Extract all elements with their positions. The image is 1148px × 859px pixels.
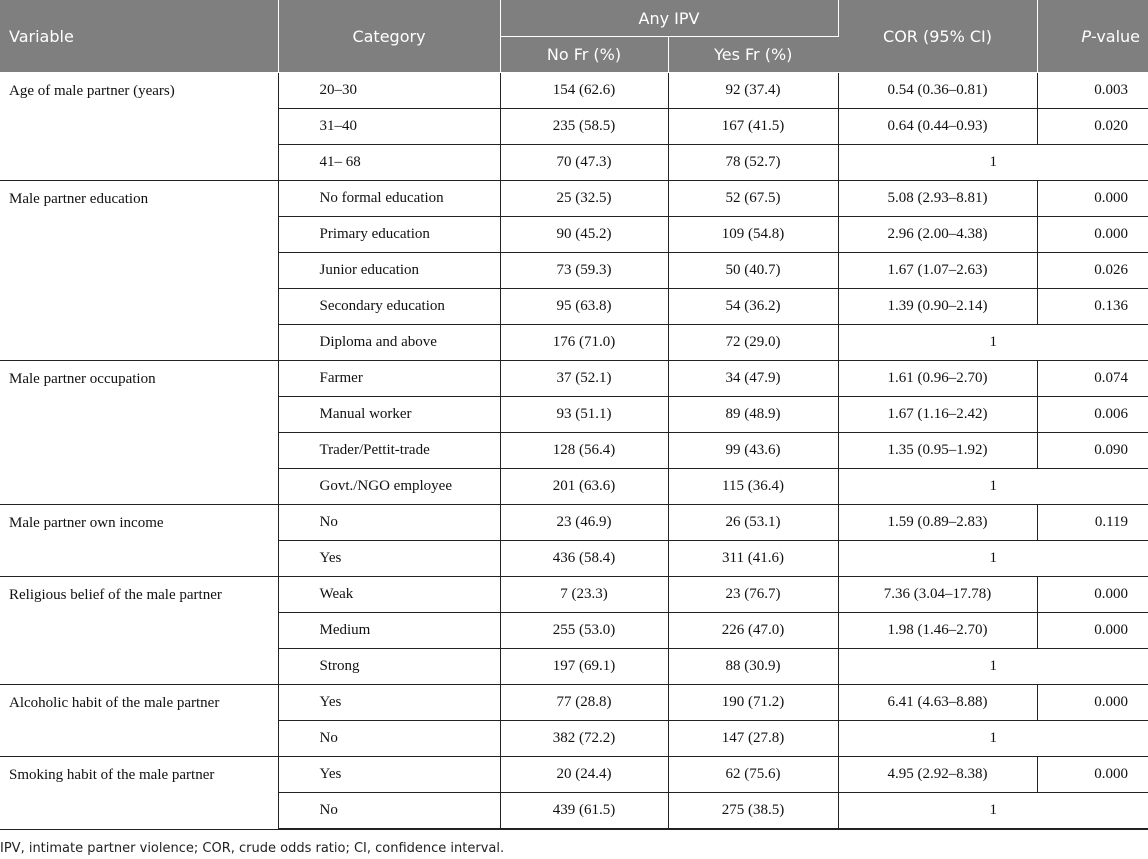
pvalue-cell: 0.000 (1037, 757, 1148, 793)
no-fr-cell: 436 (58.4) (500, 541, 668, 577)
no-fr-cell: 20 (24.4) (500, 757, 668, 793)
pvalue-cell: 0.090 (1037, 433, 1148, 469)
table-footnote: IPV, intimate partner violence; COR, crude odds ratio; CI, confidence interval. (0, 841, 505, 856)
header-pvalue-italic: P (1081, 26, 1091, 46)
category-cell: No formal education (278, 181, 500, 217)
category-cell: No (278, 793, 500, 830)
yes-fr-cell: 99 (43.6) (668, 433, 838, 469)
variable-cell: Alcoholic habit of the male partner (0, 685, 278, 757)
no-fr-cell: 73 (59.3) (500, 253, 668, 289)
category-cell: Yes (278, 685, 500, 721)
variable-cell: Male partner education (0, 181, 278, 361)
category-cell: Primary education (278, 217, 500, 253)
variable-cell: Male partner occupation (0, 361, 278, 505)
no-fr-cell: 23 (46.9) (500, 505, 668, 541)
cor-cell: 1.98 (1.46–2.70) (838, 613, 1037, 649)
table-row (0, 505, 1148, 541)
no-fr-cell: 95 (63.8) (500, 289, 668, 325)
header-variable: Variable (0, 0, 278, 73)
table-row (0, 577, 1148, 613)
yes-fr-cell: 52 (67.5) (668, 181, 838, 217)
table-body (0, 73, 1148, 830)
pvalue-cell: 0.006 (1037, 397, 1148, 433)
category-cell: Diploma and above (278, 325, 500, 361)
header-pvalue (1037, 0, 1148, 73)
variable-cell: Religious belief of the male partner (0, 577, 278, 685)
yes-fr-cell: 115 (36.4) (668, 469, 838, 505)
reference-cell: 1 (838, 541, 1148, 577)
yes-fr-cell: 54 (36.2) (668, 289, 838, 325)
reference-cell: 1 (838, 325, 1148, 361)
header-cor: COR (95% CI) (838, 0, 1037, 73)
no-fr-cell: 77 (28.8) (500, 685, 668, 721)
no-fr-cell: 439 (61.5) (500, 793, 668, 830)
category-cell: No (278, 505, 500, 541)
no-fr-cell: 25 (32.5) (500, 181, 668, 217)
pvalue-cell: 0.026 (1037, 253, 1148, 289)
no-fr-cell: 197 (69.1) (500, 649, 668, 685)
category-cell: Trader/Pettit-trade (278, 433, 500, 469)
cor-cell: 1.35 (0.95–1.92) (838, 433, 1037, 469)
category-cell: No (278, 721, 500, 757)
header-no-fr: No Fr (%) (500, 37, 668, 73)
pvalue-cell: 0.074 (1037, 361, 1148, 397)
no-fr-cell: 154 (62.6) (500, 73, 668, 109)
category-cell: 31–40 (278, 109, 500, 145)
no-fr-cell: 235 (58.5) (500, 109, 668, 145)
cor-cell: 1.61 (0.96–2.70) (838, 361, 1037, 397)
no-fr-cell: 255 (53.0) (500, 613, 668, 649)
category-cell: Medium (278, 613, 500, 649)
cor-cell: 1.67 (1.07–2.63) (838, 253, 1037, 289)
no-fr-cell: 382 (72.2) (500, 721, 668, 757)
no-fr-cell: 128 (56.4) (500, 433, 668, 469)
no-fr-cell: 90 (45.2) (500, 217, 668, 253)
category-cell: Secondary education (278, 289, 500, 325)
pvalue-cell: 0.000 (1037, 577, 1148, 613)
cor-cell: 0.64 (0.44–0.93) (838, 109, 1037, 145)
header-pvalue-rest: -value (1090, 26, 1141, 46)
pvalue-cell: 0.020 (1037, 109, 1148, 145)
header-yes-fr: Yes Fr (%) (668, 37, 838, 73)
category-cell: Yes (278, 757, 500, 793)
yes-fr-cell: 23 (76.7) (668, 577, 838, 613)
no-fr-cell: 70 (47.3) (500, 145, 668, 181)
pvalue-cell: 0.000 (1037, 217, 1148, 253)
category-cell: Govt./NGO employee (278, 469, 500, 505)
yes-fr-cell: 50 (40.7) (668, 253, 838, 289)
yes-fr-cell: 275 (38.5) (668, 793, 838, 830)
category-cell: 20–30 (278, 73, 500, 109)
variable-cell: Male partner own income (0, 505, 278, 577)
table-row (0, 757, 1148, 793)
reference-cell: 1 (838, 793, 1148, 830)
variable-cell: Age of male partner (years) (0, 73, 278, 181)
cor-cell: 2.96 (2.00–4.38) (838, 217, 1037, 253)
category-cell: Farmer (278, 361, 500, 397)
yes-fr-cell: 89 (48.9) (668, 397, 838, 433)
reference-cell: 1 (838, 145, 1148, 181)
variable-cell: Smoking habit of the male partner (0, 757, 278, 830)
table-row (0, 181, 1148, 217)
category-cell: Weak (278, 577, 500, 613)
pvalue-cell: 0.000 (1037, 613, 1148, 649)
pvalue-cell: 0.136 (1037, 289, 1148, 325)
table-row (0, 361, 1148, 397)
yes-fr-cell: 78 (52.7) (668, 145, 838, 181)
cor-cell: 0.54 (0.36–0.81) (838, 73, 1037, 109)
yes-fr-cell: 190 (71.2) (668, 685, 838, 721)
cor-cell: 6.41 (4.63–8.88) (838, 685, 1037, 721)
yes-fr-cell: 72 (29.0) (668, 325, 838, 361)
no-fr-cell: 37 (52.1) (500, 361, 668, 397)
no-fr-cell: 176 (71.0) (500, 325, 668, 361)
table-row (0, 73, 1148, 109)
category-cell: Junior education (278, 253, 500, 289)
header-category: Category (278, 0, 500, 73)
cor-cell: 1.59 (0.89–2.83) (838, 505, 1037, 541)
yes-fr-cell: 92 (37.4) (668, 73, 838, 109)
yes-fr-cell: 226 (47.0) (668, 613, 838, 649)
yes-fr-cell: 88 (30.9) (668, 649, 838, 685)
cor-cell: 7.36 (3.04–17.78) (838, 577, 1037, 613)
reference-cell: 1 (838, 469, 1148, 505)
pvalue-cell: 0.000 (1037, 181, 1148, 217)
yes-fr-cell: 167 (41.5) (668, 109, 838, 145)
table-row (0, 685, 1148, 721)
yes-fr-cell: 26 (53.1) (668, 505, 838, 541)
category-cell: Manual worker (278, 397, 500, 433)
cor-cell: 5.08 (2.93–8.81) (838, 181, 1037, 217)
table-header (0, 0, 1148, 73)
yes-fr-cell: 147 (27.8) (668, 721, 838, 757)
cor-cell: 1.67 (1.16–2.42) (838, 397, 1037, 433)
yes-fr-cell: 62 (75.6) (668, 757, 838, 793)
yes-fr-cell: 311 (41.6) (668, 541, 838, 577)
no-fr-cell: 93 (51.1) (500, 397, 668, 433)
category-cell: Yes (278, 541, 500, 577)
pvalue-cell: 0.003 (1037, 73, 1148, 109)
no-fr-cell: 7 (23.3) (500, 577, 668, 613)
category-cell: 41– 68 (278, 145, 500, 181)
reference-cell: 1 (838, 649, 1148, 685)
cor-cell: 1.39 (0.90–2.14) (838, 289, 1037, 325)
pvalue-cell: 0.000 (1037, 685, 1148, 721)
yes-fr-cell: 109 (54.8) (668, 217, 838, 253)
no-fr-cell: 201 (63.6) (500, 469, 668, 505)
header-any-ipv: Any IPV (500, 0, 838, 37)
pvalue-cell: 0.119 (1037, 505, 1148, 541)
yes-fr-cell: 34 (47.9) (668, 361, 838, 397)
category-cell: Strong (278, 649, 500, 685)
reference-cell: 1 (838, 721, 1148, 757)
cor-cell: 4.95 (2.92–8.38) (838, 757, 1037, 793)
